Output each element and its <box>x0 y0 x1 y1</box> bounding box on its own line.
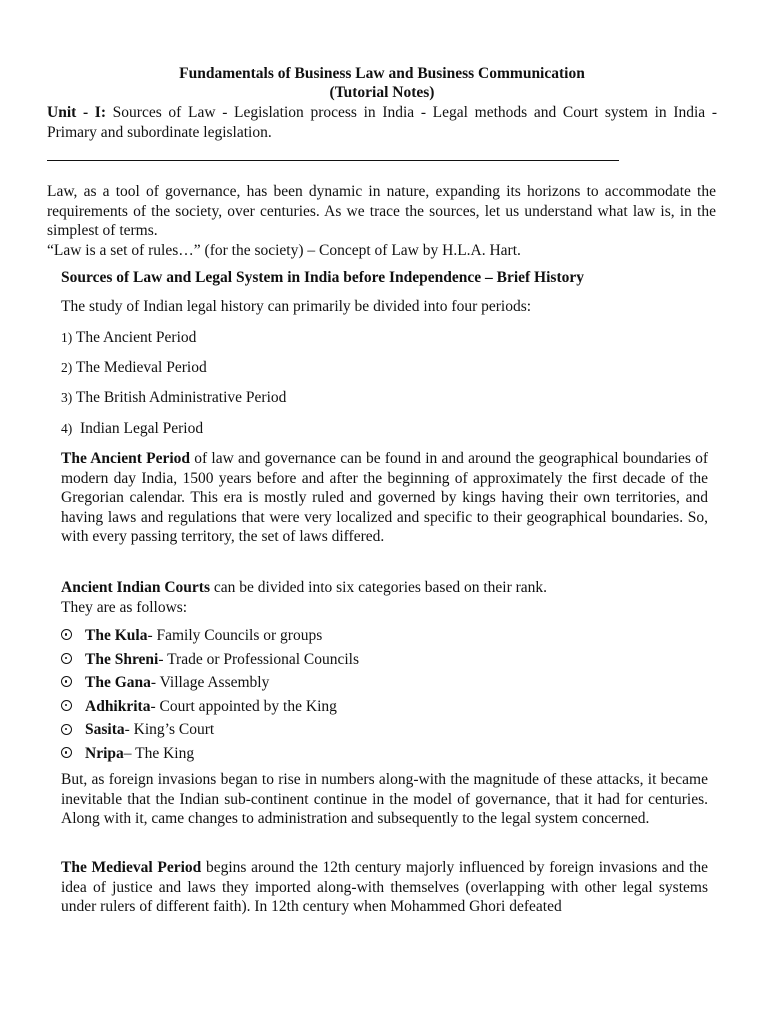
courts-intro-text: can be divided into six categories based on their rank. <box>210 579 548 596</box>
list-item <box>61 718 359 742</box>
court-description: - Village Assembly <box>150 674 270 692</box>
courts-intro <box>61 578 708 617</box>
court-name: The Kula <box>85 627 148 645</box>
document-title <box>48 64 716 102</box>
circle-bullet-icon <box>61 724 72 735</box>
intro-paragraph: Law, as a tool of governance, has been dynamic in nature, expanding its horizons to accommodate the requirements of the society, over centuries. As we trace the sources, let us understand what law is, in the simplest of terms. <box>47 183 716 239</box>
medieval-period-paragraph <box>61 858 708 917</box>
period-number: 3) <box>61 390 73 405</box>
list-item <box>61 671 359 695</box>
period-number: 1) <box>61 330 73 345</box>
courts-intro-term: Ancient Indian Courts <box>61 579 210 596</box>
invasions-paragraph: But, as foreign invasions began to rise in numbers along-with the magnitude of these attacks, it became inevitable that the Indian sub-continent continue in the model of governance, that it had for centuries. Along with it, came changes to administration and subsequently to the legal system concerned. <box>61 771 708 827</box>
period-item <box>61 388 286 408</box>
court-name: Sasita <box>85 721 125 739</box>
courts-list <box>61 624 359 766</box>
court-description: - Court appointed by the King <box>150 697 337 715</box>
medieval-period-text: begins around the 12th century majorly influenced by foreign invasions and the idea of justice and laws they imported along-with themselves (overlapping with other legal systems under rulers of different faith). In 12th century when Mohammed Ghori defeated <box>61 859 708 915</box>
list-item <box>61 624 359 648</box>
court-name: Adhikrita <box>85 697 151 715</box>
unit-text: Sources of Law - Legislation process in India - Legal methods and Court system in India - Primary and subordinate legislation. <box>47 104 717 141</box>
period-label: Indian Legal Period <box>80 420 204 437</box>
period-item <box>61 328 196 348</box>
ancient-period-text: of law and governance can be found in and around the geographical boundaries of modern day India, 1500 years before and after the beginning of approximately the first decade of the Gregorian calendar. This era is mostly ruled and governed by kings having their own territories, and having laws and regulations that were very localized and specific to their geographical boundaries. So, with every passing territory, the set of laws differed. <box>61 450 708 545</box>
intro-section <box>47 182 716 260</box>
courts-intro-line-2: They are as follows: <box>61 598 188 616</box>
period-label: The Ancient Period <box>75 329 197 346</box>
court-description: - Family Councils or groups <box>147 627 323 645</box>
study-line: The study of Indian legal history can primarily be divided into four periods: <box>61 298 532 315</box>
circle-bullet-icon <box>61 747 72 758</box>
period-number: 4) <box>61 421 73 436</box>
circle-bullet-icon <box>61 653 72 664</box>
title-line-1: Fundamentals of Business Law and Business Communication <box>179 65 585 82</box>
court-description: – The King <box>123 745 195 763</box>
period-item <box>61 419 203 439</box>
period-item <box>61 358 207 378</box>
circle-bullet-icon <box>61 700 72 711</box>
list-item <box>61 742 359 766</box>
unit-description <box>47 103 717 142</box>
court-description: - Trade or Professional Councils <box>158 650 360 668</box>
horizontal-rule <box>47 160 619 161</box>
courts-intro-line <box>61 578 708 598</box>
ancient-period-term: The Ancient Period <box>61 450 191 467</box>
period-label: The British Administrative Period <box>75 389 287 406</box>
circle-bullet-icon <box>61 629 72 640</box>
period-number: 2) <box>61 360 73 375</box>
intro-quote: “Law is a set of rules…” (for the society) – Concept of Law by H.L.A. Hart. <box>47 241 521 259</box>
court-name: The Shreni <box>85 650 159 668</box>
unit-label: Unit - I: <box>47 104 106 121</box>
ancient-period-paragraph <box>61 449 708 547</box>
title-line-2: (Tutorial Notes) <box>329 84 435 101</box>
court-name: Nripa <box>85 745 124 763</box>
circle-bullet-icon <box>61 676 72 687</box>
court-description: - King’s Court <box>124 721 215 739</box>
court-name: The Gana <box>85 674 151 692</box>
section-heading: Sources of Law and Legal System in India before Independence – Brief History <box>61 269 584 286</box>
medieval-period-term: The Medieval Period <box>61 859 202 876</box>
list-item <box>61 648 359 672</box>
list-item <box>61 695 359 719</box>
period-label: The Medieval Period <box>75 359 207 376</box>
